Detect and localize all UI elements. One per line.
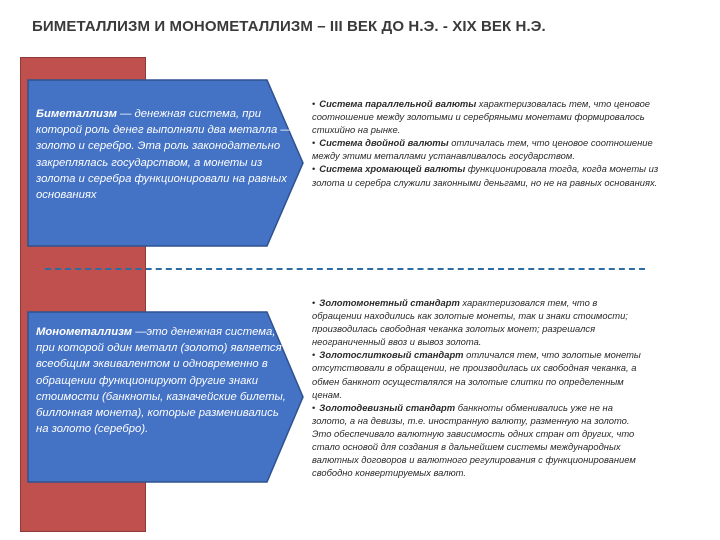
list-item: • Золотослитковый стандарт отличался тем, что золотые монеты отсутствовали в обращении, не производилась их свободная чеканка, а обмен банкнот осуществлялся на золотые слитки по определенным ценам. <box>312 349 641 400</box>
list-item: • Система хромающей валюты функционировала тогда, когда монеты из золота и серебра служили законными деньгами, но не на равных основаниях. <box>312 163 659 188</box>
monometallism-arrow <box>27 311 305 483</box>
bimetallism-arrow <box>27 79 305 247</box>
bimetallism-definition <box>36 106 294 203</box>
monometallism-term: Монометаллизм <box>36 326 133 338</box>
list-item: • Система параллельной валюты характеризовалась тем, что ценовое соотношение между золотыми и серебряными монетами формировалось стихийно на рынке. <box>312 98 650 136</box>
mono-standards-list <box>312 296 642 479</box>
list-item: • Система двойной валюты отличалась тем, что ценовое соотношение между этими металлами устанавливалось государством. <box>312 137 653 162</box>
monometallism-text: —это денежная система, при которой один металл (золото) является всеобщим эквивалентом и одновременно в обращении функционируют другие знаки стоимости (банкноты, казначейские билеты, биллонная монета), которые разменивались на золото (серебро). <box>36 326 286 436</box>
list-item: • Золотомонетный стандарт характеризовался тем, что в обращении находились как золотые монеты, так и знаки стоимости; производилась свободная чеканка золотых монет; разрешался неограниченный ввоз и вывоз золота. <box>312 297 628 348</box>
bimetallism-text: — денежная система, при которой роль денег выполняли два металла — золото и серебро. Эта роль законодательно закреплялась государством, а монеты из золота и серебра функционировали на равных основаниях <box>36 108 292 202</box>
slide-title: БИМЕТАЛЛИЗМ И МОНОМЕТАЛЛИЗМ – III ВЕК ДО Н.Э. - XIX ВЕК Н.Э. <box>32 18 546 35</box>
dashed-divider <box>45 268 645 270</box>
bimetallism-term: Биметаллизм <box>36 108 117 120</box>
bimetal-systems-list <box>312 97 672 189</box>
list-item: • Золотодевизный стандарт банкноты обменивались уже не на золото, а на девизы, т.е. иностранную валюту, разменную на золото. Это обеспечивало валютную зависимость одних стран от других, что стало основой для создания в дальнейшем системы международных валютных договоров и валютного регулирования с функционированием свободно конвертируемых валют. <box>312 401 636 479</box>
monometallism-definition <box>36 324 294 437</box>
